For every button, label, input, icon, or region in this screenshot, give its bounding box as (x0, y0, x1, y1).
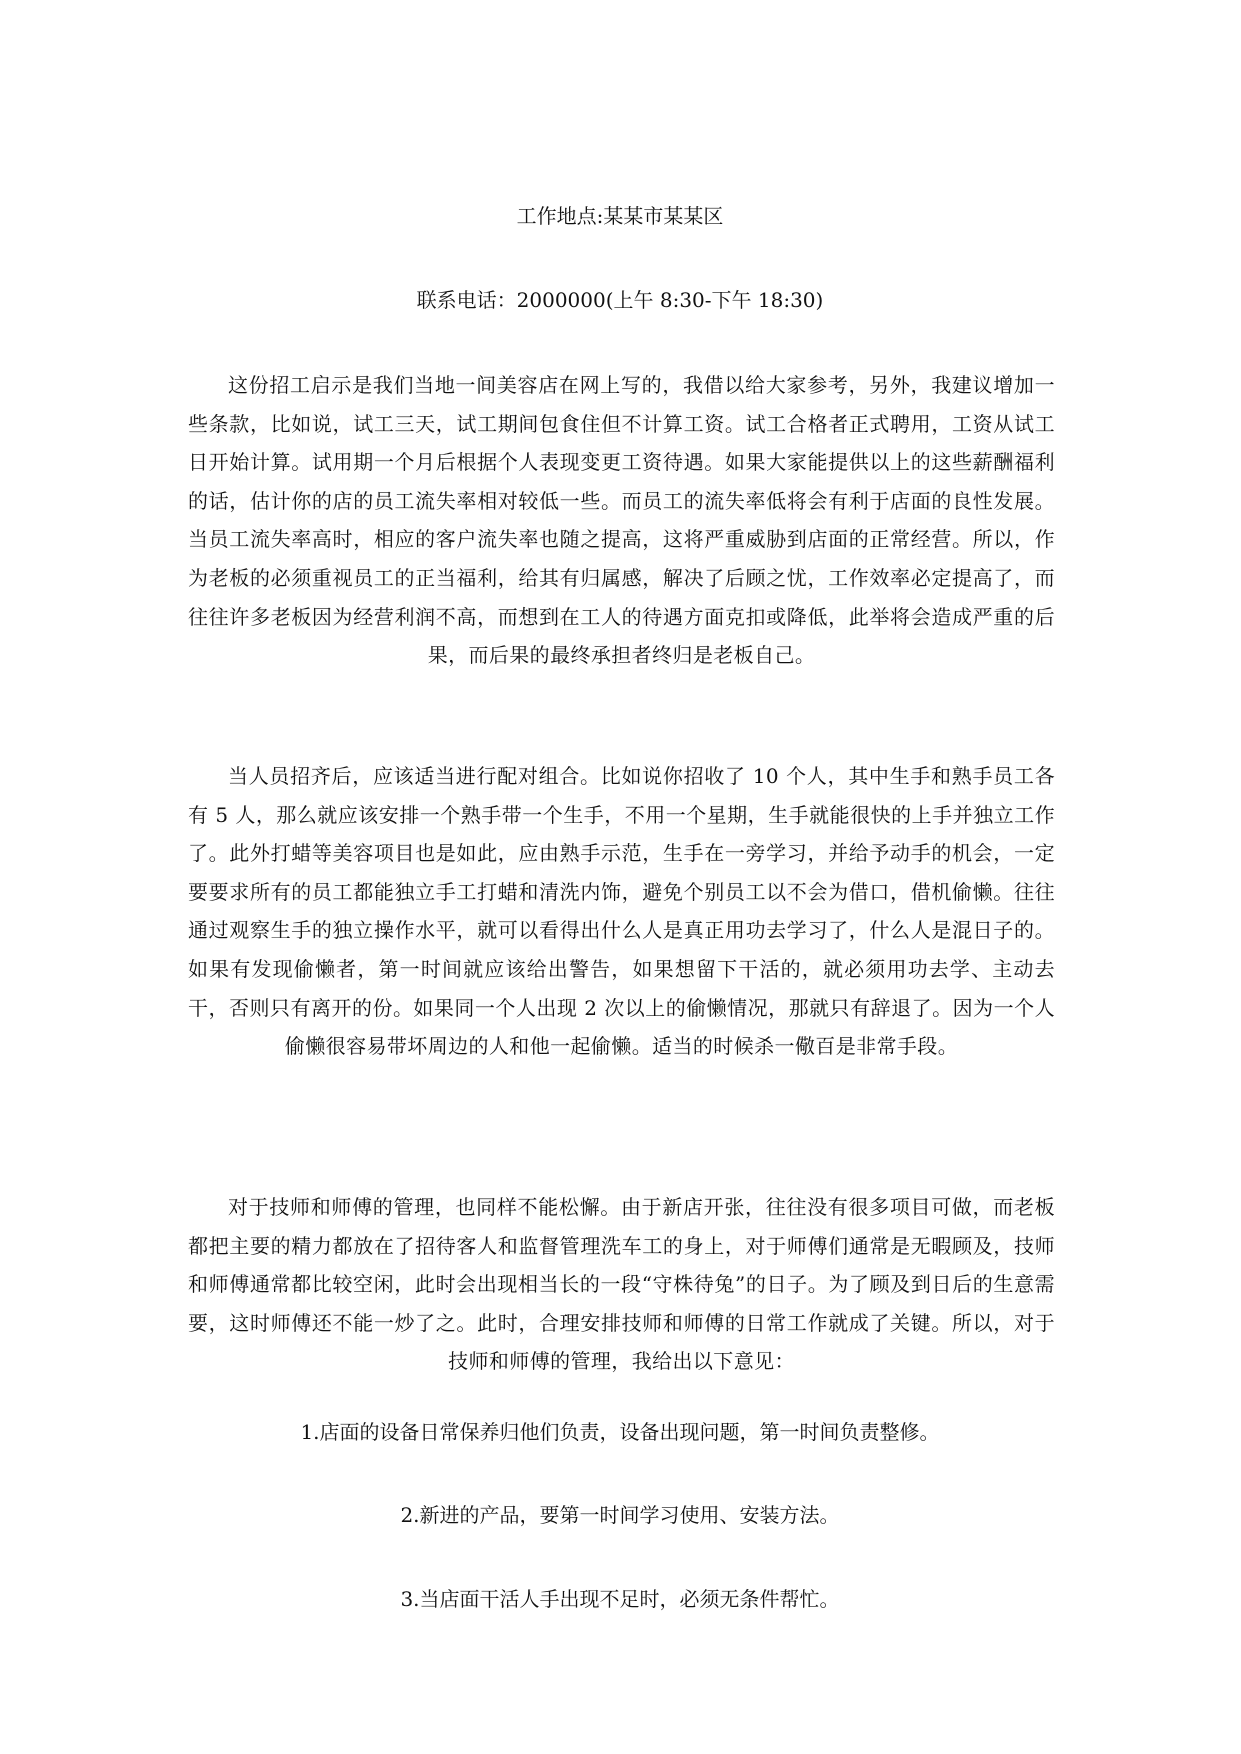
work-location-line: 工作地点:某某市某某区 (516, 204, 724, 228)
paragraph-recruitment-notice: 这份招工启示是我们当地一间美容店在网上写的，我借以给大家参考，另外，我建议增加一些条款，比如说，试工三天，试工期间包食住但不计算工资。试工合格者正式聘用，工资从试工日开始计算。试用期一个月后根据个人表现变更工资待遇。如果大家能提供以上的这些薪酬福利的话，估计你的店的员工流失率相对较低一些。而员工的流失率低将会有利于店面的良性发展。当员工流失率高时，相应的客户流失率也随之提高，这将严重威胁到店面的正常经营。所以，作为老板的必须重视员工的正当福利，给其有归属感，解决了后顾之忧，工作效率必定提高了，而往往许多老板因为经营利润不高，而想到在工人的待遇方面克扣或降低，此举将会造成严重的后果，而后果的最终承担者终归是老板自己。 (188, 373, 1055, 668)
contact-phone-line: 联系电话：2000000(上午 8:30-下午 18:30) (416, 288, 824, 312)
paragraph-staff-pairing: 当人员招齐后，应该适当进行配对组合。比如说你招收了 10 个人，其中生手和熟手员工各有 5 人，那么就应该安排一个熟手带一个生手，不用一个星期，生手就能很快的上手并独立工作了。此外打蜡等美容项目也是如此，应由熟手示范，生手在一旁学习，并给予动手的机会，一定要要求所有的员工都能独立手工打蜡和清洗内饰，避免个别员工以不会为借口，借机偷懒。往往通过观察生手的独立操作水平，就可以看得出什么人是真正用功去学习了，什么人是混日子的。如果有发现偷懒者，第一时间就应该给出警告，如果想留下干活的，就必须用功去学、主动去干，否则只有离开的份。如果同一个人出现 2 次以上的偷懒情况，那就只有辞退了。因为一个人偷懒很容易带坏周边的人和他一起偷懒。适当的时候杀一儆百是非常手段。 (188, 764, 1055, 1059)
paragraph-technician-management: 对于技师和师傅的管理，也同样不能松懈。由于新店开张，往往没有很多项目可做，而老板都把主要的精力都放在了招待客人和监督管理洗车工的身上，对于师傅们通常是无暇顾及，技师和师傅通常都比较空闲，此时会出现相当长的一段“守株待兔”的日子。为了顾及到日后的生意需要，这时师傅还不能一炒了之。此时，合理安排技师和师傅的日常工作就成了关键。所以，对于技师和师傅的管理，我给出以下意见： (188, 1195, 1055, 1374)
list-item-help-shortage: 3.当店面干活人手出现不足时，必须无条件帮忙。 (400, 1587, 840, 1611)
list-item-new-products: 2.新进的产品，要第一时间学习使用、安装方法。 (400, 1503, 840, 1527)
list-item-equipment: 1.店面的设备日常保养归他们负责，设备出现问题，第一时间负责整修。 (300, 1420, 940, 1444)
